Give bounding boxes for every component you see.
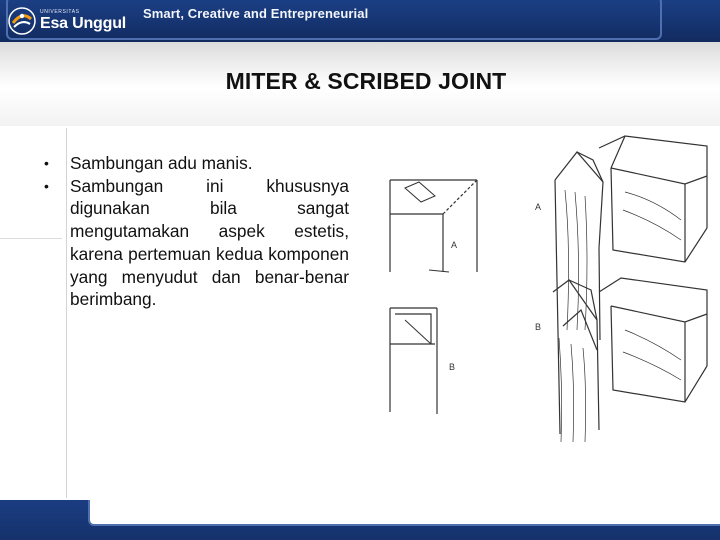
header-tagline: Smart, Creative and Entrepreneurial — [143, 6, 369, 21]
joint-illustration — [385, 130, 720, 450]
scribed-joint-3d-drawing — [553, 278, 707, 442]
bullet-dot-icon: • — [44, 155, 49, 171]
figure-label-b-plan: B — [449, 362, 456, 372]
miter-plan-drawing — [390, 180, 477, 272]
logo-university-text: UNIVERSITAS — [40, 9, 80, 15]
logo-brand-text: Esa Unggul — [40, 15, 127, 32]
slide-title: MITER & SCRIBED JOINT — [225, 68, 507, 94]
bullet-text: Sambungan adu manis. — [70, 153, 253, 173]
figure-label-a-plan: A — [451, 240, 458, 250]
footer-panel — [88, 500, 720, 526]
figure-label-a-3d: A — [535, 202, 542, 212]
bullet-text: Sambungan ini khususnya digunakan bila sangat mengutamakan aspek estetis, karena pertemuan kedua komponen yang menyudut dan benar-benar berimbang. — [70, 175, 349, 310]
footer-bar — [0, 500, 720, 540]
figure-label-b-3d: B — [535, 322, 542, 332]
miter-joint-3d-drawing — [555, 136, 707, 434]
slide-content — [42, 152, 349, 311]
university-logo — [8, 6, 140, 36]
logo-emblem-icon — [8, 7, 36, 35]
header-bar — [0, 0, 720, 42]
scribed-plan-drawing — [390, 308, 437, 414]
bullet-dot-icon: • — [44, 177, 49, 194]
bullet-item — [42, 175, 349, 311]
bullet-list — [42, 152, 349, 311]
bullet-item — [42, 152, 349, 175]
